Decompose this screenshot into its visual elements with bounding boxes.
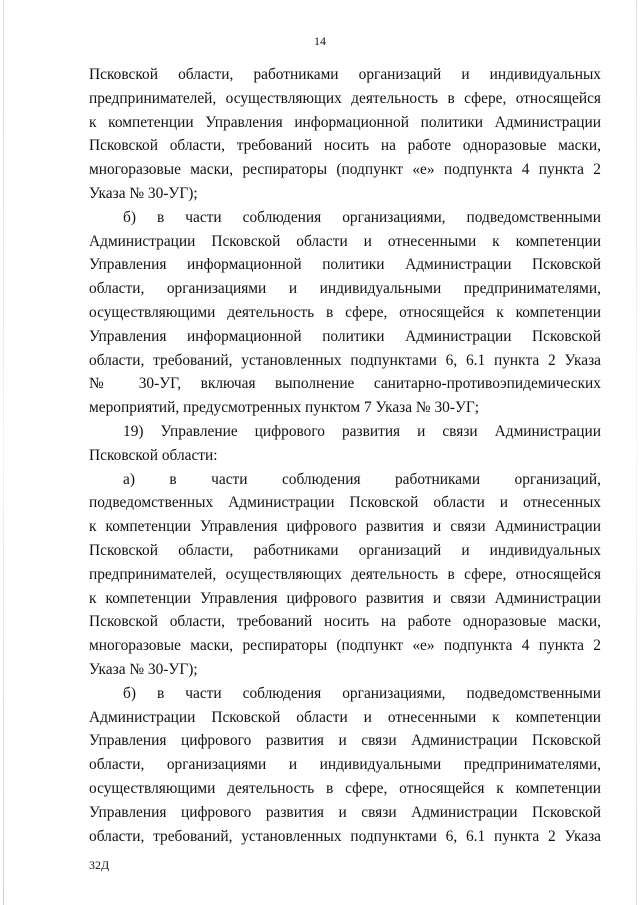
text-line: к компетенции Управления цифрового развития и связи Администрации [89,589,601,607]
text-line: к компетенции Управления информационной политики Администрации [89,113,601,131]
text-line: Управления информационной политики Администрации Псковской [89,256,601,274]
footer-code: 32Д [89,858,110,872]
text-line: к компетенции Управления цифрового развития и связи Администрации [89,518,601,536]
text-line: подведомственных Администрации Псковской области и отнесенных [89,494,601,512]
text-line: осуществляющими деятельность в сфере, относящейся к компетенции [89,303,601,321]
scan-edge-left [3,0,4,905]
scan-edge-right [636,0,637,905]
text-line: Администрации Псковской области и отнесенными к компетенции [89,708,601,726]
text-line: Управления цифрового развития и связи Администрации Псковской [89,803,601,821]
text-line: 19) Управление цифрового развития и связи Администрации [123,422,601,440]
page-number: 14 [314,34,326,48]
text-line: многоразовые маски, респираторы (подпункт «е» подпункта 4 пункта 2 [89,637,601,655]
text-line: мероприятий, предусмотренных пунктом 7 Указа № 30-УГ; [89,399,480,417]
text-line: области, организациями и индивидуальными предпринимателями, [89,280,601,298]
text-line: Указа № 30-УГ); [89,184,198,202]
text-line: № 30-УГ, включая выполнение санитарно-противоэпидемических [89,375,601,393]
text-line: предпринимателей, осуществляющих деятельность в сфере, относящейся [89,565,601,583]
text-line: Псковской области: [89,446,218,464]
body-text [89,63,601,848]
text-line: Управления цифрового развития и связи Администрации Псковской [89,732,601,750]
text-line: Псковской области, требований носить на работе одноразовые маски, [89,137,601,155]
text-line: области, требований, установленных подпунктами 6, 6.1 пункта 2 Указа [89,827,601,845]
text-line: Псковской области, работниками организаций и индивидуальных [89,66,601,83]
text-line: а) в части соблюдения работниками организаций, [123,470,601,488]
text-line: б) в части соблюдения организациями, подведомственными [123,684,601,702]
text-line: Управления информационной политики Администрации Псковской [89,327,601,345]
text-line: Псковской области, требований носить на работе одноразовые маски, [89,613,601,631]
text-line: области, требований, установленных подпунктами 6, 6.1 пункта 2 Указа [89,351,601,369]
text-line: многоразовые маски, респираторы (подпункт «е» подпункта 4 пункта 2 [89,161,601,179]
text-line: Указа № 30-УГ); [89,660,198,678]
text-line: осуществляющими деятельность в сфере, относящейся к компетенции [89,779,601,797]
text-line: Псковской области, работниками организаций и индивидуальных [89,541,601,559]
text-line: области, организациями и индивидуальными предпринимателями, [89,756,601,774]
text-line: б) в части соблюдения организациями, подведомственными [123,208,601,226]
text-line: Администрации Псковской области и отнесенными к компетенции [89,232,601,250]
text-line: предпринимателей, осуществляющих деятельность в сфере, относящейся [89,89,601,107]
